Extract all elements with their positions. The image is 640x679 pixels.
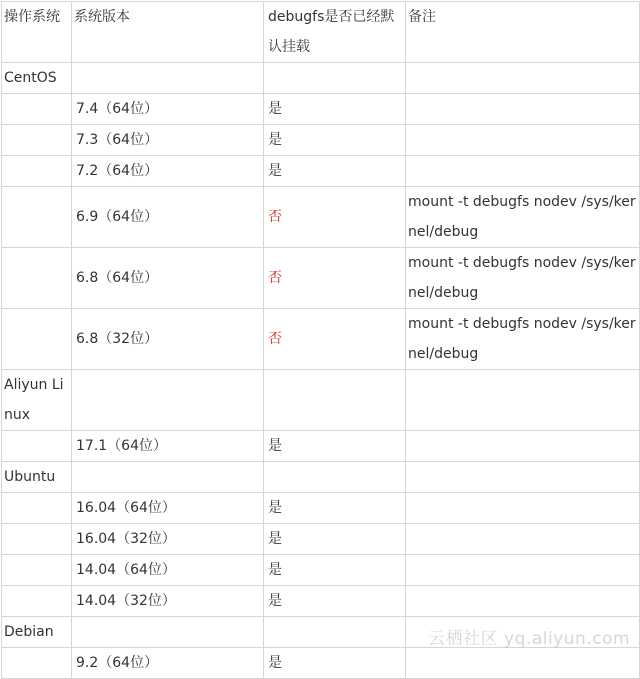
cell-version: 7.3（64位） (72, 125, 264, 156)
cell-os (2, 586, 72, 617)
cell-mounted: 是 (264, 493, 406, 524)
cell-note (406, 648, 640, 679)
cell-mounted: 是 (264, 431, 406, 462)
cell-version: 9.2（64位） (72, 648, 264, 679)
cell-note (406, 462, 640, 493)
table-row (2, 431, 640, 462)
cell-mounted: 否 (264, 187, 406, 248)
cell-mounted (264, 462, 406, 493)
cell-mounted: 是 (264, 648, 406, 679)
table-body (2, 63, 640, 679)
table-row (2, 63, 640, 94)
cell-os (2, 156, 72, 187)
table-row (2, 462, 640, 493)
debugfs-support-table (1, 1, 640, 679)
cell-os (2, 248, 72, 309)
header-os: 操作系统 (2, 2, 72, 63)
cell-os: Aliyun Linux (2, 370, 72, 431)
cell-version: 14.04（64位） (72, 555, 264, 586)
table-row (2, 309, 640, 370)
cell-note (406, 94, 640, 125)
table-row (2, 248, 640, 309)
cell-mounted (264, 617, 406, 648)
cell-version: 7.4（64位） (72, 94, 264, 125)
table-row (2, 187, 640, 248)
cell-mounted: 否 (264, 248, 406, 309)
cell-note: mount -t debugfs nodev /sys/kernel/debug (406, 187, 640, 248)
table-row (2, 370, 640, 431)
cell-os (2, 309, 72, 370)
table-row (2, 94, 640, 125)
cell-version: 7.2（64位） (72, 156, 264, 187)
table-row (2, 586, 640, 617)
header-note: 备注 (406, 2, 640, 63)
cell-mounted (264, 63, 406, 94)
cell-version: 14.04（32位） (72, 586, 264, 617)
cell-version: 16.04（64位） (72, 493, 264, 524)
cell-os (2, 125, 72, 156)
cell-mounted: 是 (264, 125, 406, 156)
cell-note (406, 493, 640, 524)
table-row (2, 524, 640, 555)
cell-note (406, 370, 640, 431)
cell-note (406, 555, 640, 586)
cell-note (406, 524, 640, 555)
table-row (2, 493, 640, 524)
cell-version: 6.8（32位） (72, 309, 264, 370)
cell-note (406, 586, 640, 617)
cell-note (406, 63, 640, 94)
cell-note: mount -t debugfs nodev /sys/kernel/debug (406, 309, 640, 370)
cell-note (406, 125, 640, 156)
cell-os (2, 94, 72, 125)
cell-mounted: 是 (264, 94, 406, 125)
cell-mounted: 是 (264, 555, 406, 586)
cell-version (72, 370, 264, 431)
cell-version (72, 462, 264, 493)
cell-version: 6.9（64位） (72, 187, 264, 248)
cell-os (2, 431, 72, 462)
cell-version: 17.1（64位） (72, 431, 264, 462)
cell-version (72, 63, 264, 94)
cell-mounted: 是 (264, 586, 406, 617)
cell-os (2, 524, 72, 555)
cell-note (406, 156, 640, 187)
table-row (2, 555, 640, 586)
cell-os: Debian (2, 617, 72, 648)
cell-note: mount -t debugfs nodev /sys/kernel/debug (406, 248, 640, 309)
header-version: 系统版本 (72, 2, 264, 63)
cell-version (72, 617, 264, 648)
cell-note (406, 431, 640, 462)
cell-os (2, 555, 72, 586)
cell-os (2, 187, 72, 248)
cell-mounted: 否 (264, 309, 406, 370)
table-row (2, 156, 640, 187)
watermark-text: 云栖社区 yq.aliyun.com (428, 629, 630, 649)
cell-os: Ubuntu (2, 462, 72, 493)
cell-version: 6.8（64位） (72, 248, 264, 309)
table-row (2, 125, 640, 156)
cell-os: CentOS (2, 63, 72, 94)
cell-version: 16.04（32位） (72, 524, 264, 555)
cell-os (2, 648, 72, 679)
table-header-row (2, 2, 640, 63)
cell-mounted (264, 370, 406, 431)
table-row (2, 648, 640, 679)
cell-mounted: 是 (264, 156, 406, 187)
cell-mounted: 是 (264, 524, 406, 555)
header-mounted: debugfs是否已经默认挂载 (264, 2, 406, 63)
cell-os (2, 493, 72, 524)
